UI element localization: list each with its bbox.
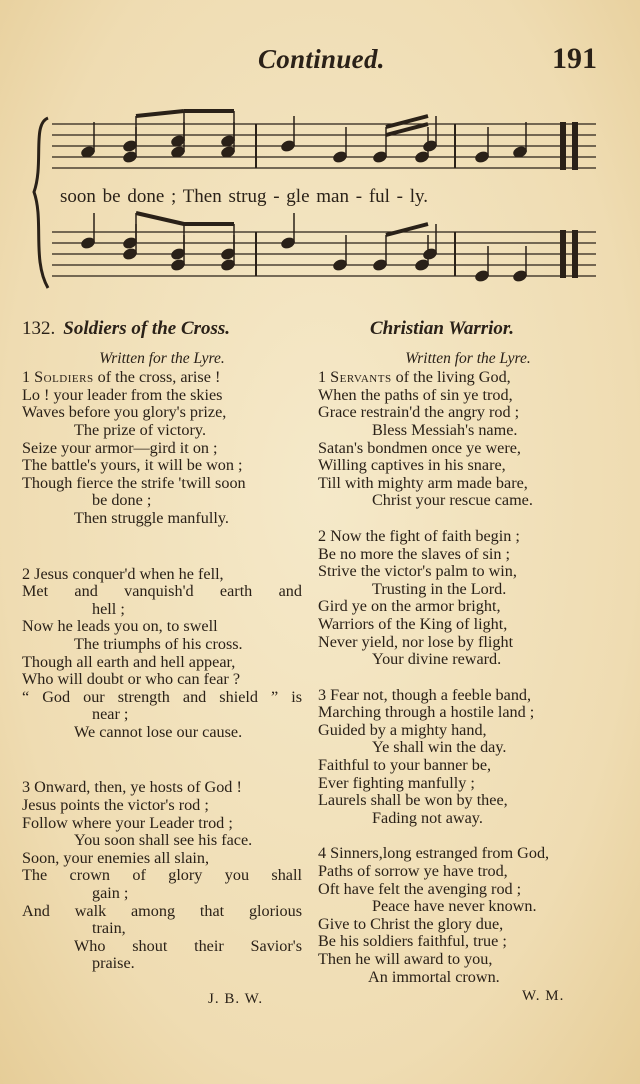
verse-line: Follow where your Leader trod ; <box>22 813 233 832</box>
verse-line: Then he will award to you, <box>318 950 493 968</box>
verse-line: Christ your rescue came. <box>372 491 533 510</box>
right-hymn <box>318 320 618 1006</box>
page-number: 191 <box>552 42 597 75</box>
verse-line: Peace have never known. <box>372 897 537 916</box>
note-beam <box>136 213 184 224</box>
verse-line: Bless Messiah's name. <box>372 420 518 439</box>
verse-line: Willing captives in his snare, <box>318 456 506 475</box>
verse-line: Oft have felt the avenging rod ; <box>318 879 522 898</box>
verse-line: Though fierce the strife 'twill soon <box>22 473 246 492</box>
music-lyric-line: soon be done ; Then strug - gle man - ful - ly. <box>60 186 429 207</box>
verse-line: Though all earth and hell appear, <box>22 652 236 671</box>
verse-line: Grace restrain'd the angry rod ; <box>318 403 520 422</box>
verse-3 <box>22 779 302 973</box>
verse-line: hell ; <box>92 599 125 618</box>
verse-2 <box>22 566 302 742</box>
note-beam <box>386 224 428 235</box>
hymn-subtitle: Written for the Lyre. <box>99 349 225 367</box>
verse-line: The battle's yours, it will be won ; <box>22 456 243 475</box>
verse-line: Strive the victor's palm to win, <box>318 562 517 581</box>
left-hymn <box>22 320 302 1009</box>
system-brace <box>34 118 48 288</box>
verse-line: Give to Christ the glory due, <box>318 914 504 933</box>
verse-line: near ; <box>92 705 129 724</box>
verse-line: praise. <box>92 954 135 973</box>
verse-line: And walk among that glorious <box>22 901 302 920</box>
verse-2 <box>318 528 618 669</box>
verse-line: Till with mighty arm made bare, <box>318 473 528 492</box>
note-beam <box>136 111 184 116</box>
verse-line: “ God our strength and shield ” is <box>22 687 302 706</box>
page-header-title: Continued. <box>258 44 385 74</box>
verse-line: Fading not away. <box>372 808 483 827</box>
verse-line: Guided by a mighty hand, <box>318 720 487 739</box>
verse-line: Ye shall win the day. <box>372 738 507 757</box>
verse-3 <box>318 687 618 828</box>
verse-line: Faithful to your banner be, <box>318 756 492 775</box>
hymn-author: J. B. W. <box>208 991 264 1007</box>
verse-line: 4 Sinners,long estranged from God, <box>318 844 550 863</box>
verse-line: Be his soldiers faithful, true ; <box>318 932 507 951</box>
verse-line: Lo ! your leader from the skies <box>22 385 223 404</box>
verse-line: Ever fighting manfully ; <box>318 773 475 792</box>
verse-line: Seize your armor—gird it on ; <box>22 438 218 457</box>
verse-line: You soon shall see his face. <box>74 831 253 850</box>
hymn-author: W. M. <box>522 988 565 1005</box>
verse-line: 1 Soldiers of the cross, arise ! <box>22 368 221 387</box>
hymn-number: 132. <box>22 318 56 339</box>
verse-line: Trusting in the Lord. <box>372 579 507 598</box>
verse-line: Satan's bondmen once ye were, <box>318 438 521 457</box>
verse-line: be done ; <box>92 491 152 510</box>
verse-line: Be no more the slaves of sin ; <box>318 544 510 563</box>
verse-line: An immortal crown. <box>368 967 500 986</box>
verse-line: Paths of sorrow ye have trod, <box>318 862 508 881</box>
verse-line: Laurels shall be won by thee, <box>318 791 508 810</box>
hymn-title <box>22 320 302 338</box>
verse-1 <box>22 369 302 527</box>
hymn-title: Christian Warrior. <box>370 318 514 339</box>
verse-line: Never yield, nor lose by flight <box>318 632 514 651</box>
verse-line: Warriors of the King of light, <box>318 614 508 633</box>
verse-line: Your divine reward. <box>372 650 502 669</box>
hymn-title-text: Soldiers of the Cross. <box>63 318 231 339</box>
verse-line: Who will doubt or who can fear ? <box>22 670 241 689</box>
verse-line: 2 Jesus conquer'd when he fell, <box>22 564 224 583</box>
hymn-subtitle: Written for the Lyre. <box>405 349 531 367</box>
verse-line: The crown of glory you shall <box>22 866 302 885</box>
verse-4 <box>318 845 618 986</box>
verse-line: 1 Servants of the living God, <box>318 368 511 387</box>
verse-line: Jesus points the victor's rod ; <box>22 796 209 815</box>
verse-line: Now he leads you on, to swell <box>22 617 218 636</box>
verse-line: 2 Now the fight of faith begin ; <box>318 526 520 545</box>
verse-1 <box>318 369 618 510</box>
verse-line: The triumphs of his cross. <box>74 634 243 653</box>
verse-line: Gird ye on the armor bright, <box>318 597 501 616</box>
verse-line: We cannot lose our cause. <box>74 722 243 741</box>
verse-line: Who shout their Savior's <box>74 936 302 955</box>
verse-line: When the paths of sin ye trod, <box>318 385 513 404</box>
verse-line: 3 Fear not, though a feeble band, <box>318 685 532 704</box>
verse-line: 3 Onward, then, ye hosts of God ! <box>22 778 242 797</box>
verse-line: train, <box>92 919 126 938</box>
verse-line: The prize of victory. <box>74 420 206 439</box>
verse-line: gain ; <box>92 884 129 903</box>
verse-line: Met and vanquish'd earth and <box>22 582 302 601</box>
verse-line: Then struggle manfully. <box>74 508 229 527</box>
verse-line: Soon, your enemies all slain, <box>22 848 210 867</box>
verse-line: Waves before you glory's prize, <box>22 403 227 422</box>
verse-line: Marching through a hostile land ; <box>318 703 535 722</box>
